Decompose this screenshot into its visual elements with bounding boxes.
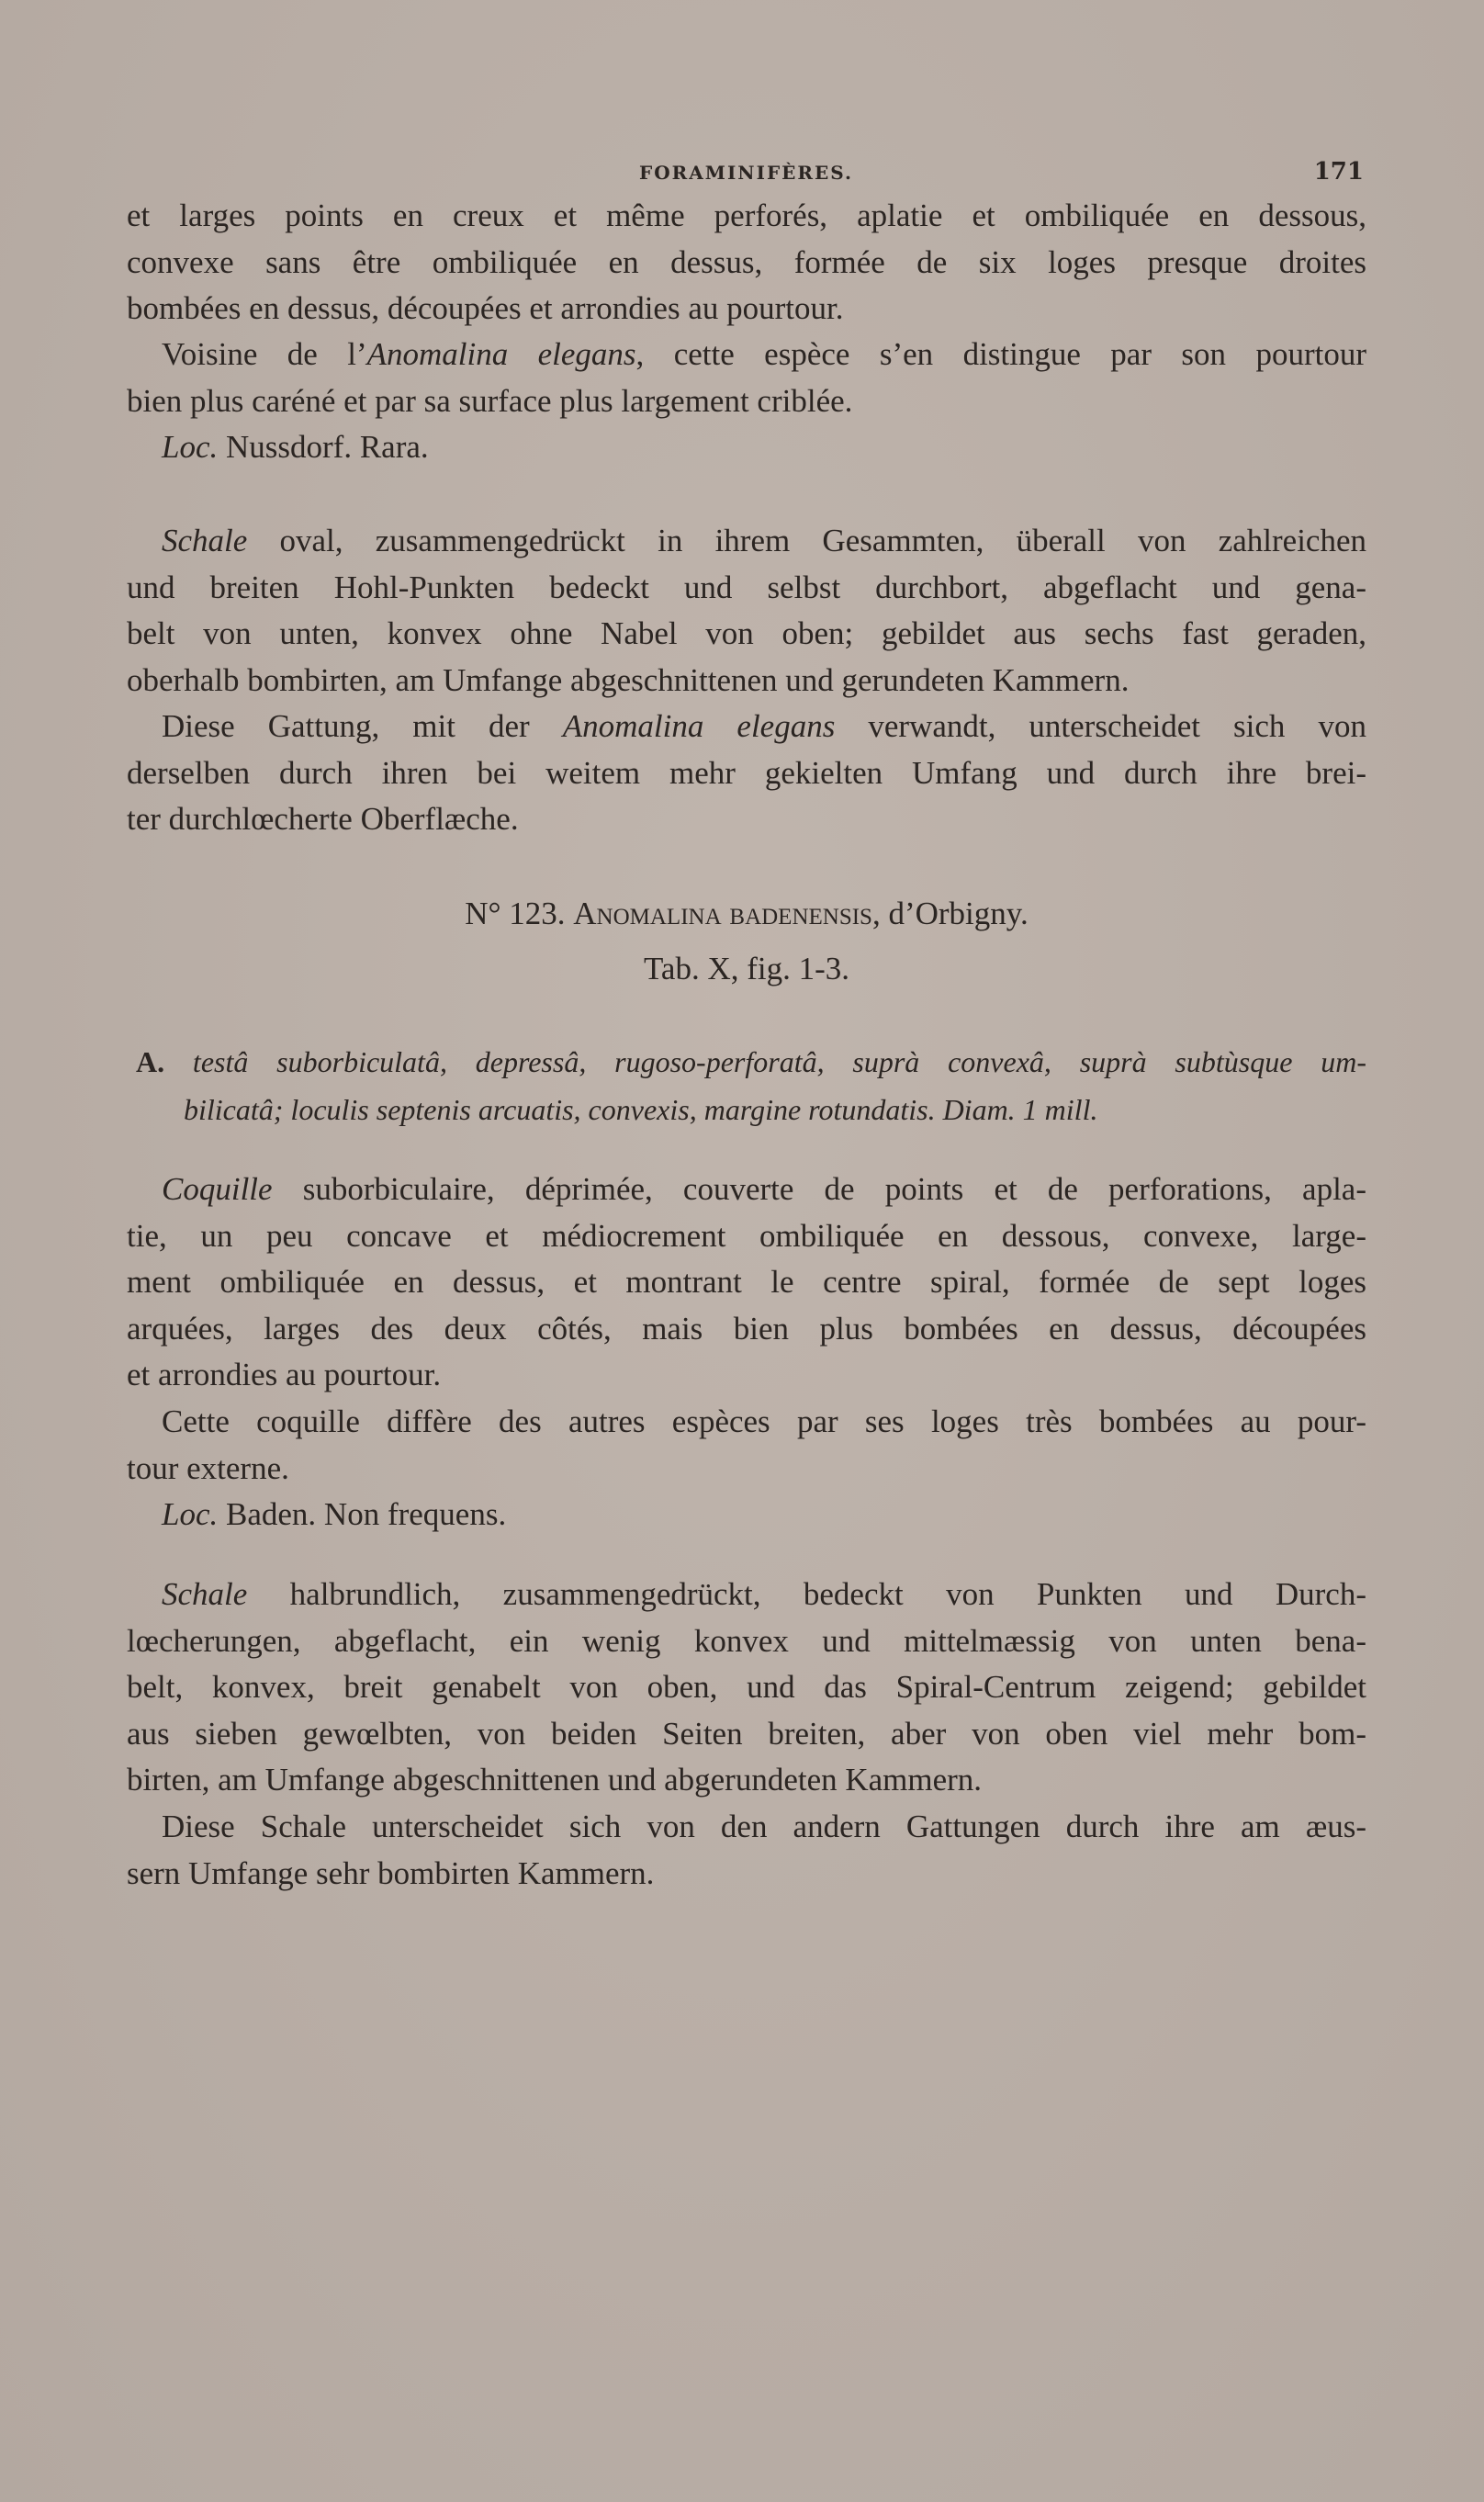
text-line: Schale halbrundlich, zusammengedrückt, bedeckt von Punkten und Durch- bbox=[162, 1576, 1366, 1612]
text-line: aus sieben gewœlbten, von beiden Seiten breiten, aber von oben viel mehr bom- bbox=[127, 1715, 1366, 1752]
text-line: oberhalb bombirten, am Umfange abgeschnittenen und gerundeten Kammern. bbox=[127, 661, 1130, 698]
german-description-2 bbox=[127, 1572, 1366, 1804]
page-header bbox=[129, 154, 1364, 191]
species-name: Anomalina elegans bbox=[366, 336, 636, 372]
text-line: Voisine de l’Anomalina elegans, cette espèce s’en distingue par son pourtour bbox=[162, 336, 1366, 372]
text-line: A. testâ suborbiculatâ, depressâ, rugoso-perforatâ, suprà convexâ, suprà subtùsque um- bbox=[136, 1045, 1367, 1078]
french-description-continued bbox=[127, 193, 1366, 332]
text-line: Schale oval, zusammengedrückt in ihrem Gesammten, überall von zahlreichen bbox=[162, 523, 1366, 558]
page-number: 171 bbox=[1313, 158, 1364, 186]
text-line: belt von unten, konvex ohne Nabel von oben; gebildet aus sechs fast geraden, bbox=[127, 615, 1366, 651]
text-line: tie, un peu concave et médiocrement ombiliquée en dessous, convexe, large- bbox=[127, 1217, 1366, 1254]
german-comparison-2 bbox=[127, 1804, 1366, 1897]
text-line: bombées en dessus, découpées et arrondies au pourtour. bbox=[127, 290, 844, 326]
locality-baden bbox=[127, 1492, 1366, 1538]
text-line: Loc. Nussdorf. Rara. bbox=[162, 429, 429, 465]
text-line: derselben durch ihren bei weitem mehr gekielten Umfang und durch ihre brei- bbox=[127, 754, 1366, 791]
french-description bbox=[127, 1166, 1366, 1399]
species-name: Anomalina elegans bbox=[562, 708, 836, 744]
locality-label: Loc. bbox=[162, 1496, 219, 1532]
running-title: FORAMINIFÈRES. bbox=[639, 162, 853, 184]
text-line: et arrondies au pourtour. bbox=[127, 1357, 442, 1392]
text-line: tour externe. bbox=[127, 1449, 289, 1486]
text-line: ter durchlœcherte Oberflæche. bbox=[127, 801, 519, 837]
text-line: birten, am Umfange abgeschnittenen und abgerundeten Kammern. bbox=[127, 1762, 983, 1798]
text-line: et larges points en creux et même perforés, aplatie et ombiliquée en dessous, bbox=[127, 197, 1366, 233]
text-line: ment ombiliquée en dessus, et montrant le centre spiral, formée de sept loges bbox=[127, 1264, 1366, 1300]
text-line: sern Umfange sehr bombirten Kammern. bbox=[127, 1854, 655, 1891]
text-line: Diese Gattung, mit der Anomalina elegans verwandt, unterscheidet sich von bbox=[162, 708, 1366, 744]
french-comparison bbox=[127, 332, 1366, 424]
text-line: arquées, larges des deux côtés, mais bien plus bombées en dessus, découpées bbox=[127, 1310, 1366, 1347]
species-title: Anomalina badenensis bbox=[573, 896, 872, 931]
locality-nussdorf bbox=[127, 424, 1366, 471]
locality-label: Loc. bbox=[162, 429, 219, 465]
text-line: convexe sans être ombiliquée en dessus, formée de six loges presque droites bbox=[127, 243, 1366, 280]
species-heading: N° 123. Anomalina badenensis, d’Orbigny. bbox=[465, 896, 1029, 931]
german-description bbox=[127, 518, 1366, 704]
text-line: und breiten Hohl-Punkten bedeckt und selbst durchbort, abgeflacht und gena- bbox=[127, 569, 1366, 605]
plate-reference: Tab. X, fig. 1-3. bbox=[643, 951, 850, 986]
german-comparison bbox=[127, 704, 1366, 843]
text-line: bien plus caréné et par sa surface plus largement criblée. bbox=[127, 382, 853, 419]
french-comparison-2 bbox=[127, 1399, 1366, 1492]
text-line: Coquille suborbiculaire, déprimée, couverte de points et de perforations, apla- bbox=[162, 1171, 1366, 1207]
text-line: lœcherungen, abgeflacht, ein wenig konvex und mittelmæssig von unten bena- bbox=[127, 1622, 1366, 1659]
latin-diagnosis bbox=[136, 1038, 1366, 1133]
text-line: Diese Schale unterscheidet sich von den andern Gattungen durch ihre am æus- bbox=[162, 1809, 1366, 1844]
text-line: Loc. Baden. Non frequens. bbox=[162, 1496, 507, 1532]
text-line: bilicatâ; loculis septenis arcuatis, convexis, margine rotundatis. Diam. 1 mill. bbox=[184, 1093, 1098, 1126]
text-line: Cette coquille diffère des autres espèces par ses loges très bombées au pour- bbox=[162, 1403, 1366, 1439]
text-line: belt, konvex, breit genabelt von oben, und das Spiral-Centrum zeigend; gebildet bbox=[127, 1669, 1366, 1705]
